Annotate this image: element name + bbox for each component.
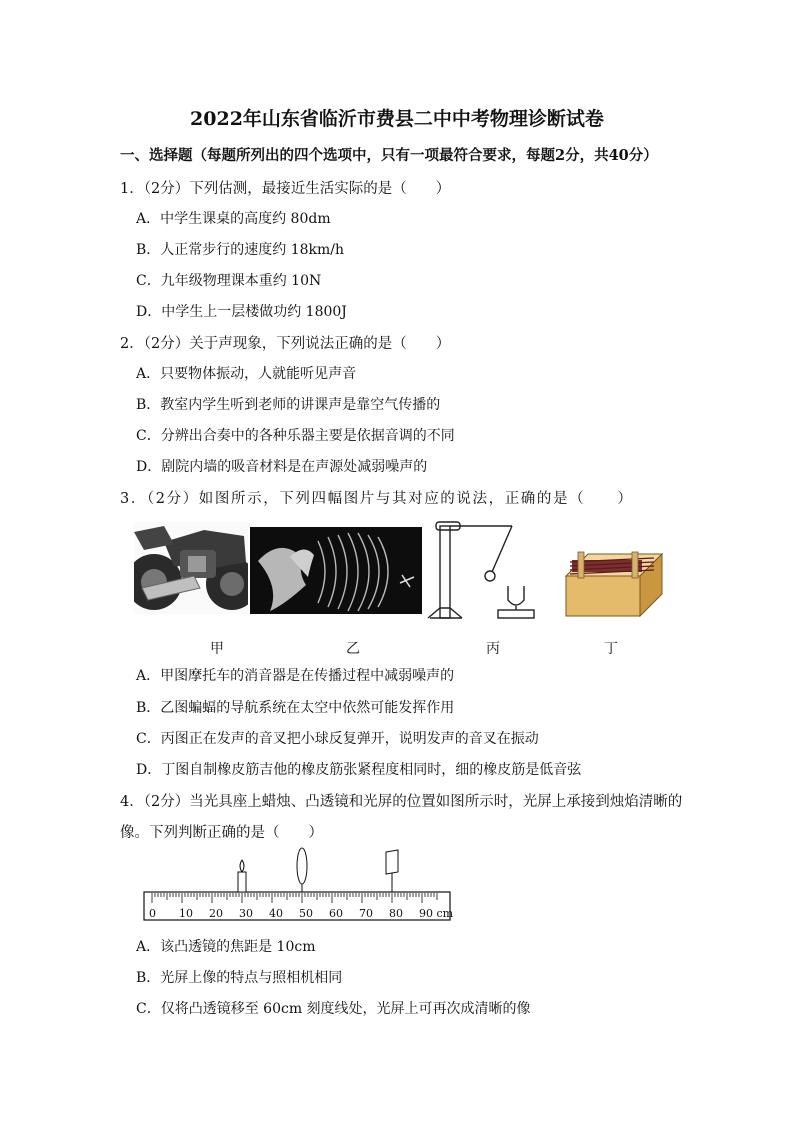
rubber-band-guitar — [562, 546, 666, 620]
question-4-option-a: A．该凸透镜的焦距是 10cm — [136, 939, 316, 955]
question-1-option-a: A．中学生课桌的高度约 80dm — [136, 211, 331, 227]
question-1-option-d: D．中学生上一层楼做功约 1800J — [136, 304, 347, 320]
ruler-label: 30 — [239, 907, 253, 920]
question-2-option-b: B．教室内学生听到老师的讲课声是靠空气传播的 — [136, 397, 441, 413]
question-3-stem: 3．（2分）如图所示，下列四幅图片与其对应的说法，正确的是（ ） — [120, 491, 634, 507]
section-heading: 一、选择题（每题所列出的四个选项中，只有一项最符合要求，每题2分，共40分） — [120, 147, 658, 164]
light-screen-icon — [386, 850, 398, 892]
ruler-label: 50 — [299, 907, 313, 920]
ruler-label: 20 — [209, 907, 223, 920]
question-4-option-b: B．光屏上像的特点与照相机相同 — [136, 970, 343, 986]
question-3-option-d: D．丁图自制橡皮筋吉他的橡皮筋张紧程度相同时，细的橡皮筋是低音弦 — [136, 762, 582, 778]
ruler-label: 80 — [389, 907, 403, 920]
question-2-option-a: A．只要物体振动，人就能听见声音 — [136, 366, 357, 382]
motorcycle-photo — [134, 522, 248, 614]
optical-bench-diagram — [142, 846, 454, 926]
ruler-label: 70 — [359, 907, 373, 920]
ruler-label: 60 — [329, 907, 343, 920]
question-3-option-c: C．丙图正在发声的音叉把小球反复弹开，说明发声的音叉在振动 — [136, 731, 539, 747]
ruler-label: 0 — [149, 907, 156, 920]
question-4-option-c: C．仅将凸透镜移至 60cm 刻度线处，光屏上可再次成清晰的像 — [136, 1001, 531, 1017]
question-4-stem-line-1: 4．（2分）当光具座上蜡烛、凸透镜和光屏的位置如图所示时，光屏上承接到烛焰清晰的 — [120, 794, 683, 810]
paper-title: 2022年山东省临沂市费县二中中考物理诊断试卷 — [190, 108, 604, 130]
question-1-option-b: B．人正常步行的速度约 18km/h — [136, 242, 345, 258]
ruler-label: 90 cm — [419, 907, 454, 920]
question-4-stem-line-2: 像。下列判断正确的是（ ） — [120, 825, 323, 841]
bat-ultrasound-photo — [250, 527, 422, 614]
question-2-option-c: C．分辨出合奏中的各种乐器主要是依据音调的不同 — [136, 428, 455, 444]
question-2-stem: 2．（2分）关于声现象，下列说法正确的是（ ） — [120, 336, 451, 352]
candle-icon — [238, 860, 246, 892]
question-3-option-a: A．甲图摩托车的消音器是在传播过程中减弱噪声的 — [136, 668, 455, 684]
ruler-label: 10 — [179, 907, 193, 920]
question-2-option-d: D．剧院内墙的吸音材料是在声源处减弱噪声的 — [136, 459, 428, 475]
question-1-stem: 1．（2分）下列估测，最接近生活实际的是（ ） — [120, 181, 451, 197]
question-3-option-b: B．乙图蝙蝠的导航系统在太空中依然可能发挥作用 — [136, 700, 455, 716]
figure-caption-yi: 乙 — [346, 641, 360, 657]
figure-caption-jia: 甲 — [210, 641, 224, 657]
figure-caption-ding: 丁 — [604, 641, 618, 657]
ruler-label: 40 — [269, 907, 283, 920]
figure-caption-bing: 丙 — [486, 641, 500, 657]
convex-lens-icon — [297, 848, 307, 892]
question-1-option-c: C．九年级物理课本重约 10N — [136, 273, 322, 289]
tuning-fork-pendulum — [426, 518, 544, 622]
